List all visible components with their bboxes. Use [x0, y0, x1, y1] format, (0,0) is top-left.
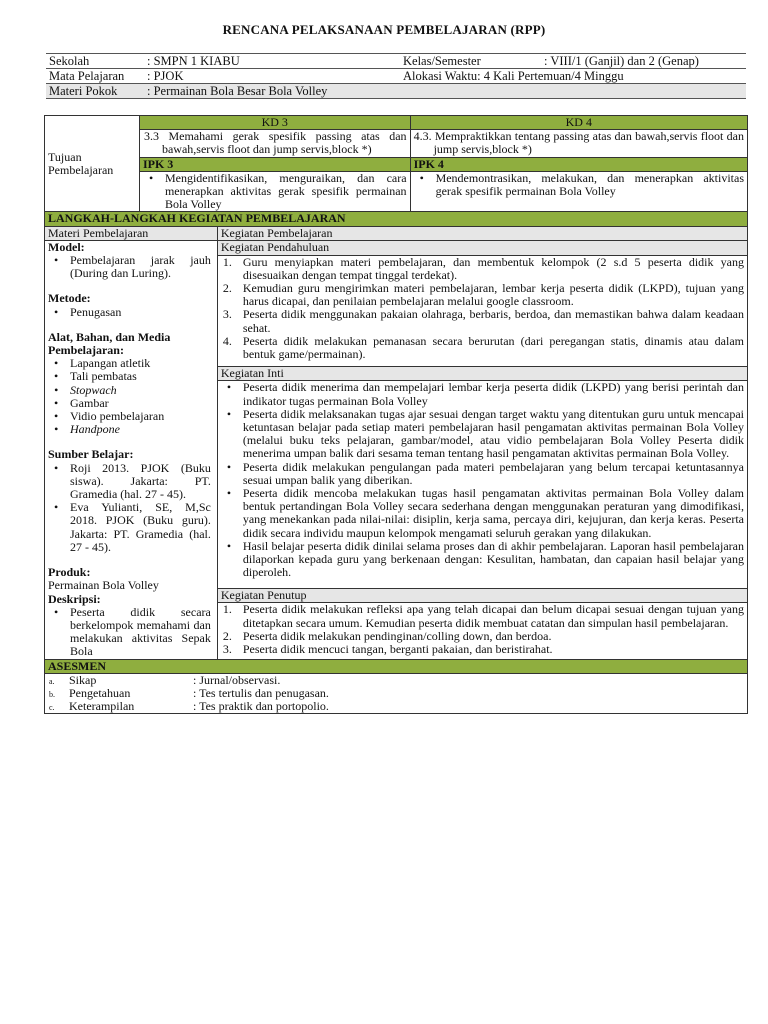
asesmen-item: c. Keterampilan : Tes praktik dan portopolio. — [49, 699, 329, 714]
sumber-label: Sumber Belajar: — [48, 447, 134, 462]
materi-column — [45, 240, 218, 659]
alat-label: Alat, Bahan, dan Media Pembelajaran: — [48, 329, 171, 358]
header-row-sekolah — [46, 54, 746, 69]
alokasi-cell — [400, 69, 746, 84]
materi-value: : Permainan Bola Besar Bola Volley — [144, 84, 746, 99]
kd-text-row — [45, 130, 748, 157]
inti-body — [217, 381, 747, 588]
deskripsi-item: • Peserta didik secara berkelompok memahami dan melakukan aktivitas Sepak Bola — [48, 606, 211, 659]
list-item: • Lapangan atletik — [48, 357, 211, 370]
list-item: • Hasil belajar peserta didik dinilai selama proses dan di akhir pembelajaran. Laporan hasil pembelajaran dilaporkan kepada guru yang berkenaan dengan: Kesulitan, hambatan, dan capaian hasil belajar yang diperoleh. — [221, 540, 744, 580]
kd3-text: 3.3 Memahami gerak spesifik passing atas dan bawah,servis floot dan jump servis,block *) — [139, 130, 410, 157]
asesmen-item: a. Sikap : Jurnal/observasi. — [49, 672, 281, 687]
list-item: 1. Peserta didik melakukan refleksi apa yang telah dicapai dan belum dicapai sesuai dengan tujuan yang ditetapkan secara umum. Kemudian peserta didik membuat catatan dan simpulan hasil pembelajaran. — [222, 602, 744, 630]
ipk3-text: • Mengidentifikasikan, menguraikan, dan cara menerapkan aktivitas gerak spesifik permainan Bola Volley — [139, 171, 410, 212]
document-title: RENCANA PELAKSANAAN PEMBELAJARAN (RPP) — [222, 22, 546, 37]
materi-label: Materi Pokok — [46, 84, 144, 99]
rpp-main-table — [44, 115, 748, 714]
model-item: • Pembelajaran jarak jauh (During dan Luring). — [48, 254, 211, 280]
kd3-head: KD 3 — [139, 116, 410, 130]
asesmen-title: ASESMEN — [45, 659, 748, 673]
alokasi-value: : 4 Kali Pertemuan/4 Minggu — [477, 69, 624, 83]
list-item: • Vidio pembelajaran — [48, 410, 211, 423]
list-item: • Peserta didik melaksanakan tugas ajar sesuai dengan target waktu yang ditentukan guru untuk mencapai ketuntasan belajar pada setiap materi pembelajaran hasil pengamatan aktivitas permainan Bola Volley (melalui buku teks pelajaran, gambar/model, atau vidio pembelajaran Bola Volley Peserta didik menerima umpan balik dari sesama teman tentang hasil pengamatan aktivitas permainan Bola Volley. — [221, 408, 744, 461]
mapel-label: Mata Pelajaran — [46, 69, 144, 84]
sekolah-label: Sekolah — [46, 54, 144, 69]
sekolah-value: : SMPN 1 KIABU — [144, 54, 400, 69]
kegiatan-head: Kegiatan Pembelajaran — [217, 226, 747, 240]
list-item: • Tali pembatas — [48, 370, 211, 383]
deskripsi-label: Deskripsi: — [48, 591, 101, 606]
langkah-title: LANGKAH-LANGKAH KEGIATAN PEMBELAJARAN — [45, 212, 748, 226]
header-row-materi — [46, 84, 746, 99]
kd-head-row — [45, 116, 748, 130]
langkah-body-row — [45, 240, 748, 255]
kelas-value: : VIII/1 (Ganjil) dan 2 (Genap) — [541, 54, 746, 69]
list-item: • Peserta didik menerima dan mempelajari lembar kerja peserta didik (LKPD) yang berisi perintah dan indikator tugas permainan Bola Volley — [221, 381, 744, 407]
produk-value: Permainan Bola Volley — [48, 578, 159, 593]
model-label: Model: — [48, 239, 85, 254]
pendahuluan-body — [217, 255, 747, 366]
header-row-mapel — [46, 69, 746, 84]
penutup-head: Kegiatan Penutup — [217, 588, 747, 603]
produk-label: Produk: — [48, 565, 91, 580]
list-item: 2. Peserta didik melakukan pendinginan/colling down, dan berdoa. — [222, 628, 552, 643]
materi-head: Materi Pembelajaran — [45, 226, 218, 240]
ipk3-head: IPK 3 — [139, 157, 410, 171]
list-item: 3. Peserta didik mencuci tangan, berganti pakaian, dan beristirahat. — [222, 642, 553, 657]
pendahuluan-head: Kegiatan Pendahuluan — [217, 240, 747, 255]
kd4-head: KD 4 — [410, 116, 747, 130]
ipk-head-row — [45, 157, 748, 171]
list-item: • Peserta didik melakukan pengulangan pada materi pembelajaran yang belum tercapai ketuntasannya sesuai umpan balik yang diberikan. — [221, 461, 744, 487]
list-item: 4. Peserta didik melakukan pemanasan secara berurutan (dari peregangan statis, dinamis atau dalam bentuk game/permainan). — [222, 333, 744, 362]
asesmen-row — [45, 673, 748, 714]
metode-item: • Penugasan — [48, 306, 211, 319]
list-item: • Handpone — [48, 423, 211, 436]
inti-head: Kegiatan Inti — [217, 366, 747, 381]
list-item: 3. Peserta didik menggunakan pakaian olahraga, berbaris, berdoa, dan memastikan bahwa dalam keadaan sehat. — [222, 307, 744, 335]
alat-list — [48, 357, 211, 436]
ipk4-text: • Mendemontrasikan, melakukan, dan menerapkan aktivitas gerak spesifik permainan Bola Volley — [410, 171, 747, 212]
mapel-value: : PJOK — [144, 69, 400, 84]
list-item: • Roji 2013. PJOK (Buku siswa). Jakarta: PT. Gramedia (hal. 27 - 45). — [48, 462, 211, 502]
ipk4-head: IPK 4 — [410, 157, 747, 171]
list-item: 2. Kemudian guru mengirimkan materi pembelajaran, lembar kerja peserta didik (LKPD), tujuan yang harus dicapai, dan penilaian pembelajaran melalui google classroom. — [222, 281, 744, 309]
asesmen-item: b. Pengetahuan : Tes tertulis dan penugasan. — [49, 685, 329, 700]
penutup-body — [217, 603, 747, 659]
asesmen-body — [45, 673, 748, 714]
tujuan-label: Tujuan Pembelajaran — [45, 116, 140, 212]
list-item: • Eva Yulianti, SE, M,Sc 2018. PJOK (Buku guru). Jakarta: PT. Gramedia (hal. 27 - 45). — [48, 501, 211, 554]
kd4-text: 4.3. Mempraktikkan tentang passing atas dan bawah,servis floot dan jump servis,block *) — [410, 130, 747, 157]
list-item: • Gambar — [48, 397, 211, 410]
list-item: 1. Guru menyiapkan materi pembelajaran, dan membentuk kelompok (2 s.d 5 peserta didik yang disesuaikan dengan tempat tinggal terdekat). — [222, 254, 744, 282]
header-table — [46, 53, 746, 99]
alokasi-label: Alokasi Waktu — [403, 69, 478, 83]
metode-label: Metode: — [48, 291, 91, 306]
list-item: • Stopwach — [48, 384, 211, 397]
ipk-text-row — [45, 171, 748, 212]
sumber-list — [48, 462, 211, 554]
langkah-head-row — [45, 226, 748, 240]
list-item: • Peserta didik mencoba melakukan tugas hasil pengamatan aktivitas permainan Bola Volley dalam bentuk pertandingan Bola Volley secara sederhana dengan menggunakan peraturan yang dimodifikasi, yang menekankan pada nilai-nilai: disiplin, kerja sama, percaya diri, kejujuran, dan kerja keras. Peserta didik secara individu maupun kelompok mengamati seluruh gerakan yang dilakukan. — [221, 487, 744, 540]
asesmen-title-row — [45, 659, 748, 673]
langkah-title-row — [45, 212, 748, 226]
kelas-label: Kelas/Semester — [400, 54, 541, 69]
